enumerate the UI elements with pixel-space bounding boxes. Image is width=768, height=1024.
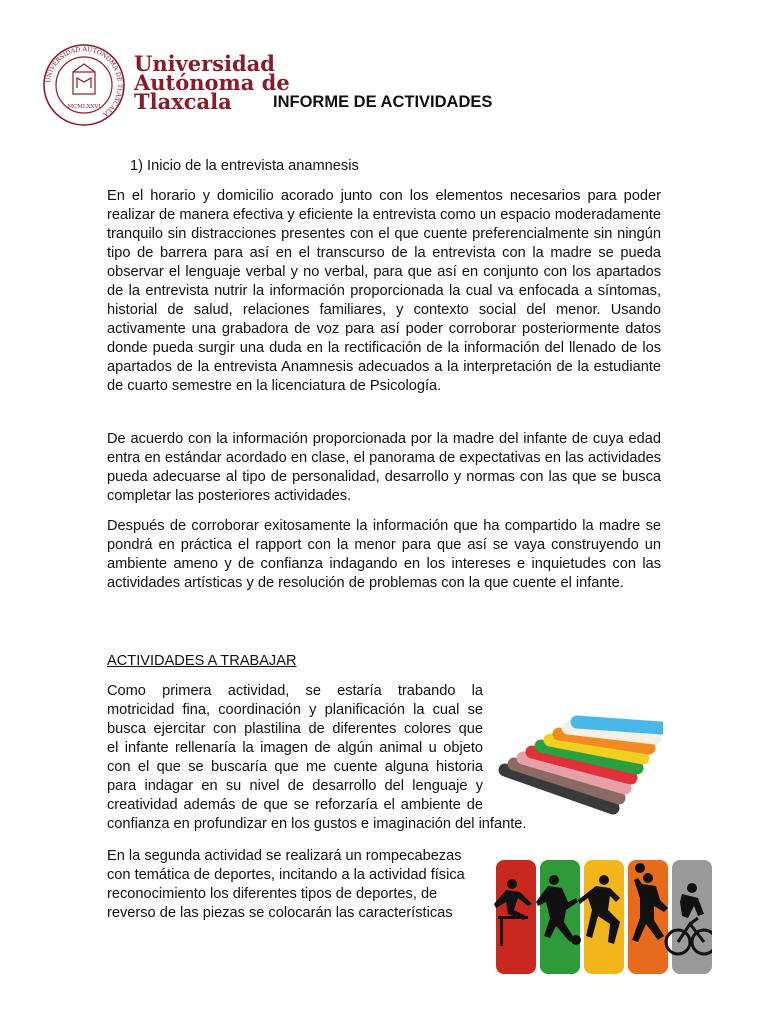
- section-heading-activities: ACTIVIDADES A TRABAJAR: [107, 653, 297, 669]
- seal-year: MCMLXXVI: [67, 104, 101, 110]
- text-line: busca ejercitar con plastilina de diferentes colores que: [107, 721, 483, 737]
- plasticine-stick: [577, 722, 661, 728]
- text-line: para indagar en su nivel de desarrollo del lenguaje y: [107, 778, 483, 794]
- text-line: el infante rellenaría la imagen de algún animal u objeto: [107, 740, 483, 756]
- plasticine-image: [493, 668, 663, 818]
- text-line: Como primera actividad, se estaría trabando la: [107, 683, 483, 699]
- text-line: reconocimiento los diferentes tipos de deportes, de: [107, 886, 438, 902]
- document-title: INFORME DE ACTIVIDADES: [273, 93, 493, 111]
- paragraph-second-activity: [107, 847, 465, 923]
- text-line: confianza en profundizar en los gustos e imaginación del infante.: [107, 816, 527, 832]
- text-line: motricidad fina, coordinación y planificación la cual se: [107, 702, 483, 718]
- paragraph-mother-information: De acuerdo con la información proporcionada por la madre del infante de cuya edad entra en estándar acordado en clase, el panorama de expectativas en las actividades pueda adecuarse al tipo de personalidad, desarrollo y normas con las que se busca completar las posteriores actividades.: [107, 431, 661, 504]
- university-name-line: Autónoma de: [134, 70, 290, 95]
- university-name: [134, 51, 290, 114]
- university-name-line: Universidad: [134, 51, 275, 76]
- text-line: creatividad además de que se reforzaría el ambiente de: [107, 797, 483, 813]
- sports-color-panel: [672, 860, 712, 974]
- list-item-interview-start: 1) Inicio de la entrevista anamnesis: [130, 158, 359, 174]
- text-line: En la segunda actividad se realizará un rompecabezas: [107, 848, 462, 864]
- paragraph-first-activity: [107, 682, 526, 834]
- text-line: reverso de las piezas se colocarán las características: [107, 905, 453, 921]
- text-line: con el que se buscaría que me cuente alguna historia: [107, 759, 483, 775]
- seal-text: UNIVERSIDAD AUTÓNOMA DE TLAXCALA: [45, 45, 124, 118]
- sports-silhouettes-image: [492, 858, 712, 976]
- university-name-line: Tlaxcala: [134, 89, 232, 114]
- paragraph-interview-setting: En el horario y domicilio acorado junto con los elementos necesarios para poder realizar de manera efectiva y eficiente la entrevista como un espacio moderadamente tranquilo sin distracciones presentes con el que cuente preferencialmente sin ningún tipo de barrera para así en el transcurso de la entrevista con la madre se pueda observar el lenguaje verbal y no verbal, para que así en conjunto con los apartados de la entrevista nutrir la información proporcionada la cual va enfocada a síntomas, historial de salud, relaciones familiares, y contexto social del menor. Usando activamente una grabadora de voz para así poder corroborar posteriormente datos donde pueda surgir una duda en la rectificación de la información del llenado de los apartados de la entrevista Anamnesis adecuados a la interpretación de la estudiante de cuarto semestre en la licenciatura de Psicología.: [107, 188, 661, 394]
- text-line: con temática de deportes, incitando a la actividad física: [107, 867, 465, 883]
- university-seal: [43, 44, 125, 126]
- paragraph-rapport: Después de corroborar exitosamente la información que ha compartido la madre se pondrá en práctica el rapport con la menor para que así se vaya construyendo un ambiente ameno y de confianza indagando en los intereses e inquietudes con las actividades artísticas y de resolución de problemas con la que cuente el infante.: [107, 518, 661, 591]
